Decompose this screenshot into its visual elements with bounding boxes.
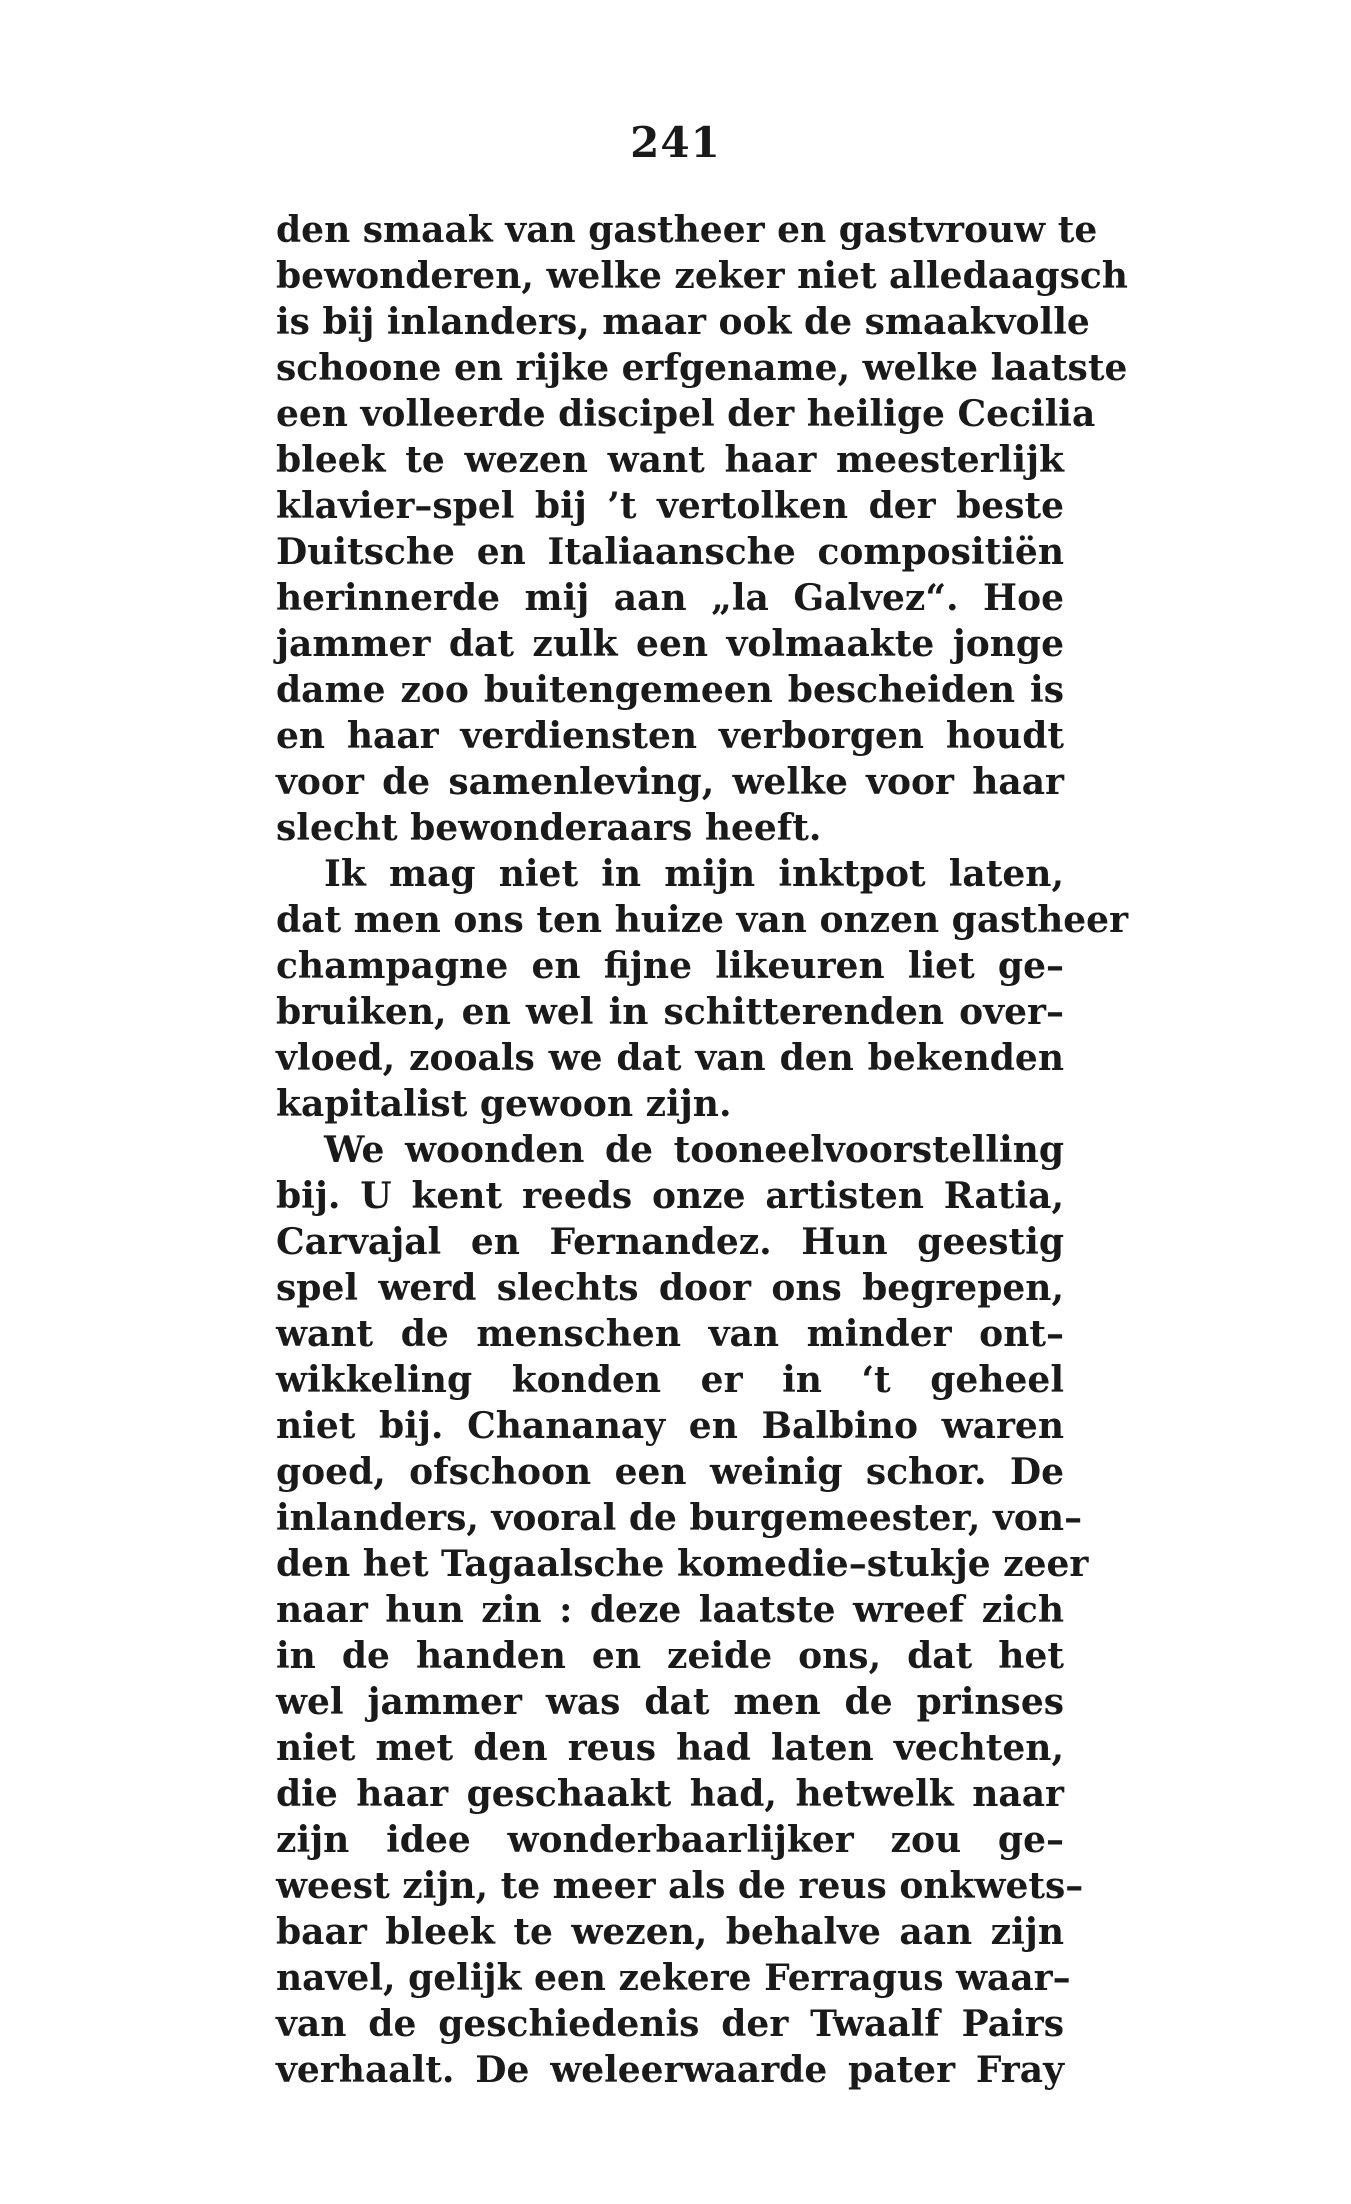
text-line: van de geschiedenis der Twaalf Pairs (276, 2003, 1064, 2045)
text-line: schoone en rijke erfgename, welke laatste (276, 347, 1128, 389)
text-line: in de handen en zeide ons, dat het (276, 1635, 1064, 1677)
text-line: verhaalt. De weleerwaarde pater Fray (276, 2049, 1064, 2091)
text-line: bleek te wezen want haar meesterlijk (276, 439, 1064, 481)
text-line: den het Tagaalsche komedie–stukje zeer (276, 1543, 1089, 1585)
text-line: jammer dat zulk een volmaakte jonge (276, 623, 1064, 665)
text-line: navel, gelijk een zekere Ferragus waar– (276, 1957, 1071, 1999)
text-line: wikkeling konden er in ‘t geheel (276, 1359, 1064, 1401)
text-line: dame zoo buitengemeen bescheiden is (276, 669, 1064, 711)
text-line: wel jammer was dat men de prinses (276, 1681, 1064, 1723)
text-line: niet bij. Chananay en Balbino waren (276, 1405, 1064, 1447)
text-line: dat men ons ten huize van onzen gastheer (276, 899, 1129, 941)
text-line: champagne en fijne likeuren liet ge– (276, 945, 1064, 987)
page-number: 241 (630, 118, 721, 167)
text-line: spel werd slechts door ons begrepen, (276, 1267, 1064, 1309)
text-line: kapitalist gewoon zijn. (276, 1083, 732, 1125)
text-line: Duitsche en Italiaansche compositiën (276, 531, 1064, 573)
text-line: herinnerde mij aan „la Galvez“. Hoe (276, 577, 1064, 619)
body-text (276, 207, 1129, 2093)
text-line: inlanders, vooral de burgemeester, von– (276, 1497, 1083, 1539)
text-line: Carvajal en Fernandez. Hun geestig (276, 1221, 1064, 1263)
text-line: bij. U kent reeds onze artisten Ratia, (276, 1175, 1064, 1217)
text-line: zijn idee wonderbaarlijker zou ge– (276, 1819, 1064, 1861)
text-line: bruiken, en wel in schitterenden over– (276, 991, 1064, 1033)
text-line: bewonderen, welke zeker niet alledaagsch (276, 255, 1128, 297)
text-line: We woonden de tooneelvoorstelling (324, 1129, 1064, 1171)
text-line: en haar verdiensten verborgen houdt (276, 715, 1064, 757)
text-line: baar bleek te wezen, behalve aan zijn (276, 1911, 1064, 1953)
text-line: goed, ofschoon een weinig schor. De (276, 1451, 1064, 1493)
text-line: voor de samenleving, welke voor haar (276, 761, 1064, 803)
text-line: die haar geschaakt had, hetwelk naar (276, 1773, 1064, 1815)
text-line: den smaak van gastheer en gastvrouw te (276, 209, 1098, 251)
text-line: is bij inlanders, maar ook de smaakvolle (276, 301, 1090, 343)
text-line: klavier–spel bij ’t vertolken der beste (276, 485, 1064, 527)
text-line: slecht bewonderaars heeft. (276, 807, 822, 849)
text-line: Ik mag niet in mijn inktpot laten, (324, 853, 1064, 895)
text-line: een volleerde discipel der heilige Cecilia (276, 393, 1096, 435)
text-line: naar hun zin : deze laatste wreef zich (276, 1589, 1064, 1631)
text-line: want de menschen van minder ont– (276, 1313, 1064, 1355)
text-line: niet met den reus had laten vechten, (276, 1727, 1064, 1769)
text-line: vloed, zooals we dat van den bekenden (276, 1037, 1064, 1079)
text-line: weest zijn, te meer als de reus onkwets– (276, 1865, 1084, 1907)
